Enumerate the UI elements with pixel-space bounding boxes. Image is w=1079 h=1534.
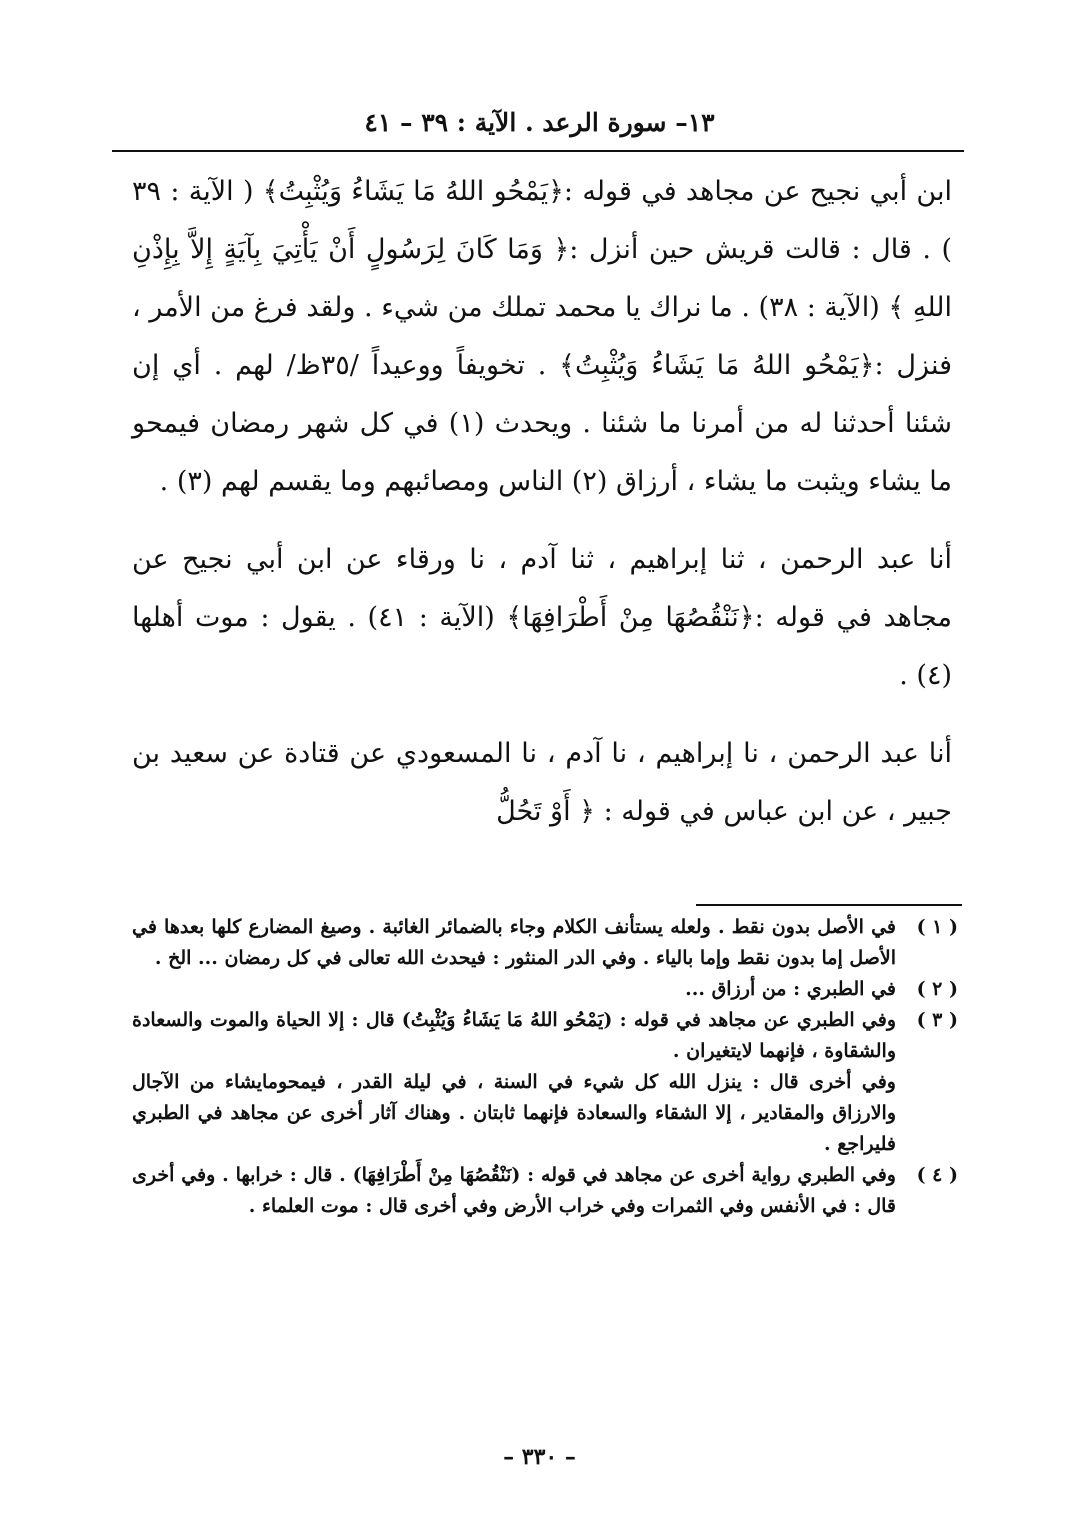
paragraph: أنا عبد الرحمن ، نا إبراهيم ، نا آدم ، نا المسعودي عن قتادة عن سعيد بن جبير ، عن ابن عباس في قوله : ﴿ أَوْ تَحُلُّ <box>132 738 952 827</box>
paragraph: ابن أبي نجيح عن مجاهد في قوله :﴿يَمْحُو اللهُ مَا يَشَاءُ وَيُثْبِتُ﴾ ( الآية : ٣٩ ) . قال : قالت قريش حين أنزل :﴿ وَمَا كَانَ لِرَسُولٍ أَنْ يَأْتِيَ بِآيَةٍ إِلاَّ بِإِذْنِ اللهِ ﴾ (الآية : ٣٨) . ما نراك يا محمد تملك من شيء . ولقد فرغ من الأمر ، فنزل :﴿يَمْحُو اللهُ مَا يَشَاءُ وَيُثْبِتُ﴾ . تخويفاً ووعيداً /٣٥ظ/ لهم . أي إن شئنا أحدثنا له من أمرنا ما شئنا . ويحدث (١) في كل شهر رمضان فيمحو ما يشاء ويثبت ما يشاء ، أرزاق (٢) الناس ومصائبهم وما يقسم لهم (٣) . <box>132 176 953 497</box>
footnote-text: في الأصل بدون نقط . ولعله يستأنف الكلام وجاء بالضمائر الغائبة . وصيغ المضارع كلها بعدها في الأصل إما بدون نقط وإما بالياء . وفي الدر المنثور : فيحدث الله تعالى في كل رمضان ... الخ . <box>132 916 896 969</box>
footnote-number: ( ١ ) <box>916 916 958 938</box>
header-rule <box>112 150 964 152</box>
footnotes <box>132 912 958 1222</box>
footnote-number: ( ٣ ) <box>916 1009 958 1031</box>
page-number: – ٣٣٠ – <box>503 1444 576 1470</box>
main-text <box>132 163 952 841</box>
footnote-text: في الطبري : من أرزاق ... <box>685 978 896 1000</box>
footnote-2 <box>132 974 958 1005</box>
footnote-rule <box>696 904 962 906</box>
footnote-4 <box>132 1160 958 1222</box>
footnote-continuation: وفي أخرى قال : ينزل الله كل شيء في السنة ، في ليلة القدر ، فيمحومايشاء من الآجال والارزاق والمقادير ، إلا الشقاء والسعادة فإنهما ثابتان . وهناك آثار أخرى عن مجاهد في الطبري فليراجع . <box>132 1071 896 1155</box>
footnote-number: ( ٤ ) <box>916 1164 958 1186</box>
footnote-1 <box>132 912 958 974</box>
running-header: ١٣– سورة الرعد . الآية : ٣٩ – ٤١ <box>364 108 715 137</box>
paragraph: أنا عبد الرحمن ، ثنا إبراهيم ، ثنا آدم ، نا ورقاء عن ابن أبي نجيح عن مجاهد في قوله :﴿نَنْقُصُهَا مِنْ أَطْرَافِهَا﴾ (الآية : ٤١) . يقول : موت أهلها (٤) . <box>132 544 952 691</box>
footnote-text: وفي الطبري رواية أخرى عن مجاهد في قوله : (نَنْقُصُهَا مِنْ أَطْرَافِهَا) . قال : خرابها . وفي أخرى قال : في الأنفس وفي الثمرات وفي خراب الأرض وفي أخرى قال : موت العلماء . <box>132 1164 896 1217</box>
footnote-number: ( ٢ ) <box>916 978 958 1000</box>
footnote-3 <box>132 1005 958 1067</box>
footnote-text: وفي الطبري عن مجاهد في قوله : (يَمْحُو اللهُ مَا يَشَاءُ وَيُثْبِتُ) قال : إلا الحياة والموت والسعادة والشقاوة ، فإنهما لايتغيران . <box>132 1009 896 1062</box>
